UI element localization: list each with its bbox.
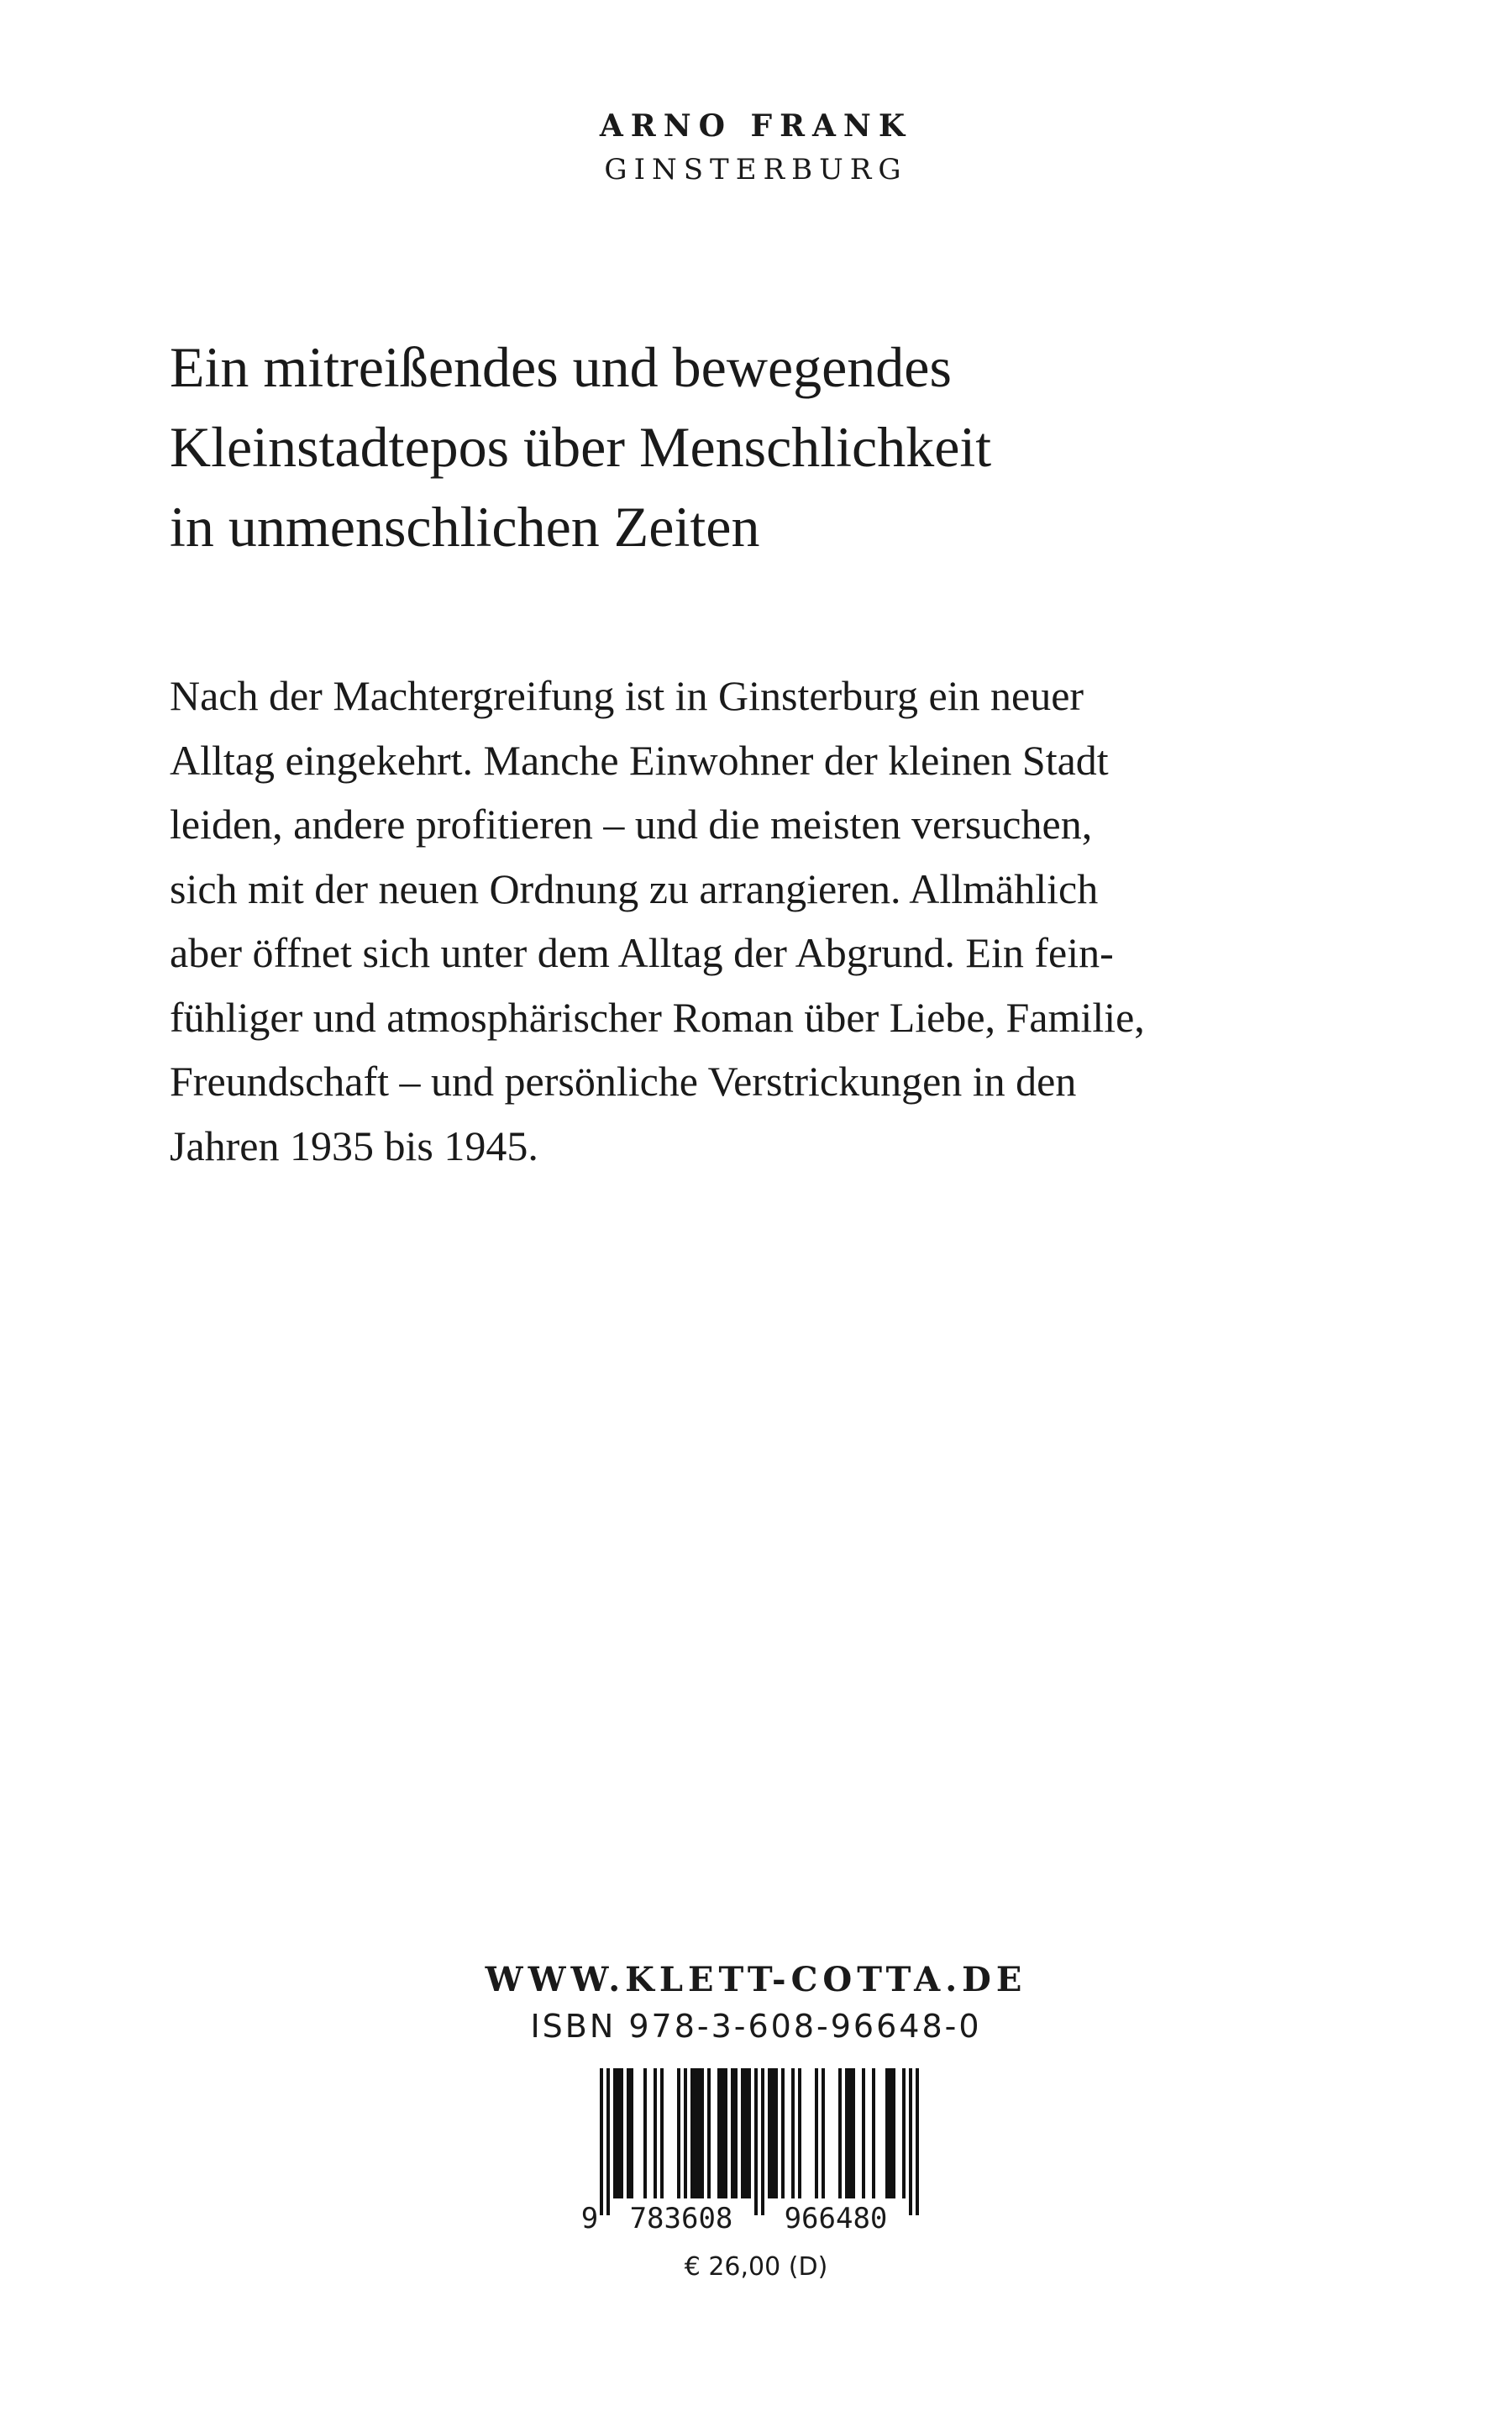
blurb-line: Jahren 1935 bis 1945. [170, 1121, 538, 1169]
barcode-bar [902, 2068, 906, 2198]
author-name: ARNO FRANK [599, 108, 913, 144]
barcode-bar [617, 2068, 620, 2198]
barcode-bar [892, 2068, 895, 2198]
barcode-bar [852, 2068, 855, 2198]
barcode-bar [798, 2068, 801, 2198]
publisher-website: WWW.KLETT-COTTA.DE [485, 1960, 1027, 1999]
barcode-first-digit: 9 [581, 2202, 599, 2235]
barcode-bar [848, 2068, 852, 2198]
barcode-bar [660, 2068, 664, 2198]
barcode-bar [694, 2068, 697, 2198]
barcode-bar [643, 2068, 647, 2198]
barcode-bar [721, 2068, 724, 2198]
barcode [581, 2068, 931, 2236]
barcode-bar [885, 2068, 889, 2198]
barcode-bar [822, 2068, 825, 2198]
headline-line: Ein mitreißendes und bewegendes [170, 335, 952, 399]
barcode-bar [734, 2068, 738, 2198]
barcode-bar [741, 2068, 744, 2198]
blurb-line: Alltag eingekehrt. Manche Einwohner der kleinen Stadt [170, 736, 1109, 784]
barcode-bar [889, 2068, 892, 2198]
barcode-guard-bar [761, 2068, 764, 2215]
blurb-line: Freundschaft – und persönliche Verstrickungen in den [170, 1058, 1077, 1105]
barcode-bar [717, 2068, 721, 2198]
barcode-bar [630, 2068, 633, 2198]
headline-line: Kleinstadtepos über Menschlichkeit [170, 415, 992, 479]
isbn: ISBN 978-3-608-96648-0 [530, 2008, 982, 2045]
barcode-bar [791, 2068, 795, 2198]
barcode-graphic [581, 2068, 931, 2236]
blurb-line: aber öffnet sich unter dem Alltag der Abgrund. Ein fein- [170, 929, 1114, 976]
barcode-guard-bar [600, 2068, 603, 2215]
blurb [170, 664, 1388, 1178]
barcode-bar [690, 2068, 694, 2198]
barcode-bar [613, 2068, 617, 2198]
barcode-guard-bar [916, 2068, 919, 2215]
barcode-guard-bar [909, 2068, 912, 2215]
headline-line: in unmenschlichen Zeiten [170, 495, 760, 559]
blurb-line: leiden, andere profitieren – und die meisten versuchen, [170, 801, 1093, 848]
blurb-line: fühliger und atmosphärischer Roman über Liebe, Familie, [170, 993, 1145, 1041]
barcode-bar [677, 2068, 680, 2198]
barcode-bar [845, 2068, 848, 2198]
price: € 26,00 (D) [684, 2252, 828, 2282]
barcode-bar [701, 2068, 704, 2198]
barcode-bar [815, 2068, 818, 2198]
barcode-bar [724, 2068, 727, 2198]
barcode-bar [620, 2068, 623, 2198]
barcode-bar [862, 2068, 865, 2198]
barcode-bar [684, 2068, 687, 2198]
barcode-bar [744, 2068, 748, 2198]
barcode-bar [627, 2068, 630, 2198]
blurb-line: sich mit der neuen Ordnung zu arrangieren. Allmählich [170, 864, 1099, 912]
barcode-right-digits: 966480 [784, 2202, 888, 2235]
barcode-bar [768, 2068, 771, 2198]
blurb-line: Nach der Machtergreifung ist in Ginsterburg ein neuer [170, 672, 1084, 719]
barcode-bars [600, 2068, 919, 2215]
barcode-bar [771, 2068, 774, 2198]
barcode-bar [872, 2068, 875, 2198]
barcode-bar [774, 2068, 778, 2198]
book-title: GINSTERBURG [604, 153, 908, 186]
barcode-bar [707, 2068, 711, 2198]
barcode-bar [748, 2068, 751, 2198]
barcode-bar [731, 2068, 734, 2198]
barcode-bar [697, 2068, 701, 2198]
barcode-guard-bar [754, 2068, 758, 2215]
barcode-bar [838, 2068, 842, 2198]
barcode-guard-bar [606, 2068, 610, 2215]
barcode-bar [654, 2068, 657, 2198]
barcode-bar [781, 2068, 785, 2198]
headline [170, 328, 1388, 567]
barcode-left-digits: 783608 [629, 2202, 733, 2235]
